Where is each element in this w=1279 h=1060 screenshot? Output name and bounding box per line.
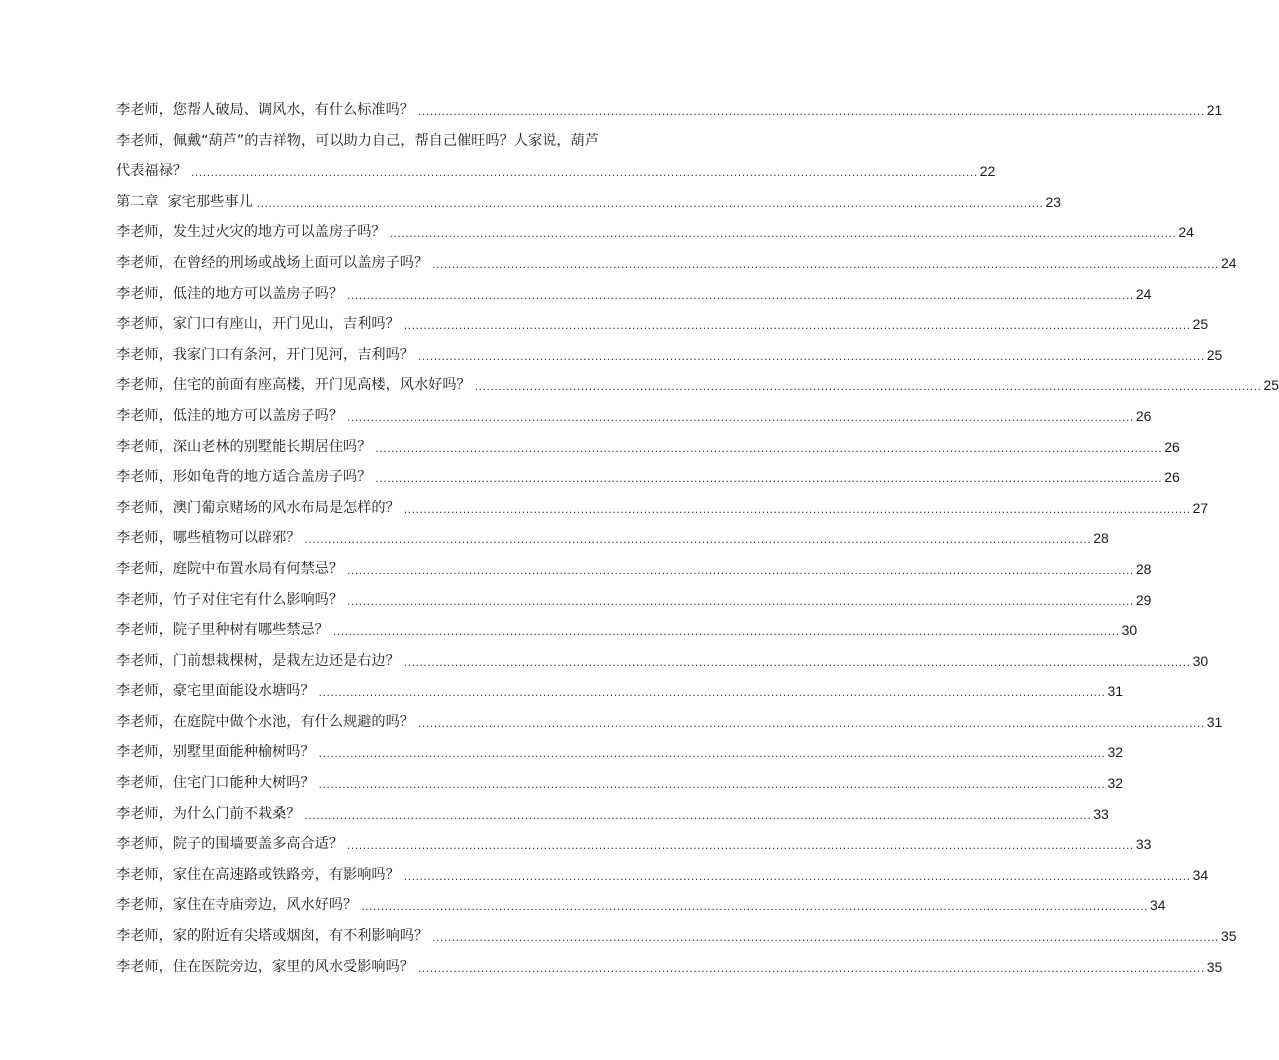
toc-entry[interactable] — [116, 860, 1209, 891]
dot-leader: ........................................................................................................................................................................................................ — [389, 226, 1177, 241]
toc-entry-title: 李老师，在曾经的刑场或战场上面可以盖房子吗？ — [116, 254, 429, 271]
dot-leader: ........................................................................................................................................................................................................ — [190, 165, 978, 180]
toc-page-number: 27 — [1192, 499, 1209, 516]
toc-entry-title: 李老师，哪些植物可以辟邪？ — [116, 530, 301, 547]
toc-entry[interactable] — [116, 646, 1209, 677]
dot-leader: ........................................................................................................................................................................................................ — [347, 562, 1134, 577]
toc-entry-title: 李老师，我家门口有条河，开门见河，吉利吗？ — [116, 346, 414, 363]
toc-entry[interactable] — [116, 370, 1279, 401]
toc-page-number: 24 — [1178, 224, 1194, 241]
dot-leader: ........................................................................................................................................................................................................ — [347, 409, 1134, 424]
toc-page-number: 28 — [1135, 560, 1152, 577]
dot-leader: ........................................................................................................................................................................................................ — [347, 593, 1134, 608]
toc-entry[interactable] — [116, 554, 1152, 585]
dot-leader: ........................................................................................................................................................................................................ — [361, 899, 1148, 914]
toc-entry-title: 李老师，在庭院中做个水池，有什么规避的吗？ — [116, 713, 414, 730]
toc-entry-title-continued: 代表福禄？ — [116, 163, 187, 180]
dot-leader: ........................................................................................................................................................................................................ — [417, 960, 1205, 975]
toc-entry[interactable] — [116, 952, 1223, 983]
toc-entry-title: 李老师，住宅门口能种大树吗？ — [116, 775, 315, 792]
toc-page-number: 25 — [1263, 377, 1279, 394]
table-of-contents — [116, 95, 1279, 982]
dot-leader: ........................................................................................................................................................................................................ — [417, 348, 1205, 363]
toc-entry[interactable] — [116, 615, 1138, 646]
dot-leader: ........................................................................................................................................................................................................ — [318, 685, 1106, 700]
dot-leader: ........................................................................................................................................................................................................ — [304, 807, 1092, 822]
toc-page-number: 26 — [1164, 469, 1180, 486]
toc-page-number: 25 — [1192, 316, 1209, 333]
toc-entry[interactable] — [116, 126, 996, 187]
toc-entry-title: 李老师，竹子对住宅有什么影响吗？ — [116, 591, 344, 608]
toc-entry-title: 李老师，低洼的地方可以盖房子吗？ — [116, 407, 344, 424]
toc-entry-title: 李老师，住在医院旁边，家里的风水受影响吗？ — [116, 958, 414, 975]
toc-entry[interactable] — [116, 217, 1194, 248]
toc-entry-title: 李老师，院子的围墙要盖多高合适？ — [116, 836, 344, 853]
toc-entry-title: 李老师，深山老林的别墅能长期居住吗？ — [116, 438, 372, 455]
toc-page-number: 31 — [1206, 713, 1223, 730]
toc-entry-title: 李老师，门前想栽棵树，是栽左边还是右边？ — [116, 652, 400, 669]
toc-page-number: 29 — [1135, 591, 1152, 608]
dot-leader: ........................................................................................................................................................................................................ — [403, 868, 1191, 883]
dot-leader: ........................................................................................................................................................................................................ — [474, 379, 1262, 394]
toc-page-number: 25 — [1206, 346, 1223, 363]
toc-page-number: 35 — [1206, 958, 1223, 975]
toc-chapter-title: 第二章 家宅那些事儿 — [116, 193, 253, 210]
toc-page-number: 34 — [1150, 897, 1166, 914]
dot-leader: ........................................................................................................................................................................................................ — [375, 471, 1163, 486]
dot-leader: ........................................................................................................................................................................................................ — [417, 715, 1205, 730]
toc-page-number: 33 — [1135, 836, 1152, 853]
toc-entry[interactable] — [116, 493, 1209, 524]
toc-entry-title: 李老师，家门口有座山，开门见山，吉利吗？ — [116, 316, 400, 333]
toc-page-number: 34 — [1192, 866, 1209, 883]
dot-leader: ........................................................................................................................................................................................................ — [432, 256, 1219, 271]
toc-entry[interactable] — [116, 340, 1223, 371]
toc-entry-title: 李老师，家的附近有尖塔或烟囱，有不利影响吗？ — [116, 928, 429, 945]
toc-entry-title: 李老师，您帮人破局、调风水，有什么标准吗？ — [116, 102, 414, 118]
dot-leader: ........................................................................................................................................................................................................ — [318, 777, 1106, 792]
toc-entry[interactable] — [116, 829, 1152, 860]
toc-page-number: 32 — [1107, 744, 1124, 761]
toc-page-number: 30 — [1192, 652, 1209, 669]
toc-entry[interactable] — [116, 799, 1109, 830]
toc-entry[interactable] — [116, 401, 1152, 432]
toc-entry-title: 李老师，别墅里面能种榆树吗？ — [116, 744, 315, 761]
dot-leader: ........................................................................................................................................................................................................ — [256, 195, 1044, 210]
toc-entry-title: 李老师，住宅的前面有座高楼，开门见高楼，风水好吗？ — [116, 377, 471, 394]
toc-page-number: 28 — [1093, 530, 1109, 547]
dot-leader: ........................................................................................................................................................................................................ — [403, 318, 1191, 333]
toc-entry-title: 李老师，豪宅里面能设水塘吗？ — [116, 683, 315, 700]
toc-page-number: 24 — [1135, 285, 1152, 302]
toc-entry[interactable] — [116, 676, 1124, 707]
dot-leader: ........................................................................................................................................................................................................ — [417, 104, 1205, 118]
dot-leader: ........................................................................................................................................................................................................ — [318, 746, 1106, 761]
toc-page-number: 35 — [1220, 928, 1237, 945]
toc-entry-title: 李老师，形如龟背的地方适合盖房子吗？ — [116, 469, 372, 486]
toc-page-number: 23 — [1045, 193, 1062, 210]
toc-entry-title: 李老师，佩戴“葫芦”的吉祥物，可以助力自己，帮自己催旺吗？人家说，葫芦 — [116, 132, 599, 149]
dot-leader: ........................................................................................................................................................................................................ — [347, 838, 1134, 853]
dot-leader: ........................................................................................................................................................................................................ — [375, 440, 1163, 455]
toc-page-number: 31 — [1107, 683, 1124, 700]
dot-leader: ........................................................................................................................................................................................................ — [432, 930, 1219, 945]
toc-entry[interactable] — [116, 921, 1237, 952]
toc-entry[interactable] — [116, 432, 1180, 463]
toc-entry[interactable] — [116, 890, 1166, 921]
toc-page-number: 32 — [1107, 775, 1124, 792]
dot-leader: ........................................................................................................................................................................................................ — [332, 624, 1120, 639]
toc-entry[interactable] — [116, 95, 1223, 126]
toc-page-number: 33 — [1093, 805, 1109, 822]
toc-page-number: 26 — [1164, 438, 1180, 455]
toc-entry-title: 李老师，家住在寺庙旁边，风水好吗？ — [116, 897, 358, 914]
toc-entry[interactable] — [116, 523, 1109, 554]
toc-page-number: 26 — [1135, 407, 1152, 424]
toc-entry[interactable] — [116, 707, 1223, 738]
toc-entry-title: 李老师，院子里种树有哪些禁忌？ — [116, 622, 329, 639]
toc-entry[interactable] — [116, 248, 1237, 279]
toc-entry[interactable] — [116, 279, 1152, 310]
toc-page-number: 21 — [1206, 102, 1223, 118]
toc-entry-title: 李老师，低洼的地方可以盖房子吗？ — [116, 285, 344, 302]
toc-page-number: 22 — [979, 163, 996, 180]
toc-entry[interactable] — [116, 585, 1152, 616]
toc-chapter-entry[interactable] — [116, 187, 1062, 218]
dot-leader: ........................................................................................................................................................................................................ — [347, 287, 1134, 302]
toc-entry[interactable] — [116, 768, 1124, 799]
dot-leader: ........................................................................................................................................................................................................ — [403, 654, 1191, 669]
toc-entry-title: 李老师，家住在高速路或铁路旁，有影响吗？ — [116, 866, 400, 883]
dot-leader: ........................................................................................................................................................................................................ — [304, 532, 1092, 547]
toc-entry-title: 李老师，澳门葡京赌场的风水布局是怎样的？ — [116, 499, 400, 516]
toc-entry-title: 李老师，为什么门前不栽桑？ — [116, 805, 301, 822]
toc-entry[interactable] — [116, 737, 1124, 768]
toc-entry-title: 李老师，庭院中布置水局有何禁忌？ — [116, 560, 344, 577]
toc-page-number: 30 — [1121, 622, 1138, 639]
toc-entry[interactable] — [116, 462, 1180, 493]
toc-entry[interactable] — [116, 309, 1209, 340]
toc-page-number: 24 — [1220, 254, 1237, 271]
dot-leader: ........................................................................................................................................................................................................ — [403, 501, 1191, 516]
toc-entry-title: 李老师，发生过火灾的地方可以盖房子吗？ — [116, 224, 386, 241]
